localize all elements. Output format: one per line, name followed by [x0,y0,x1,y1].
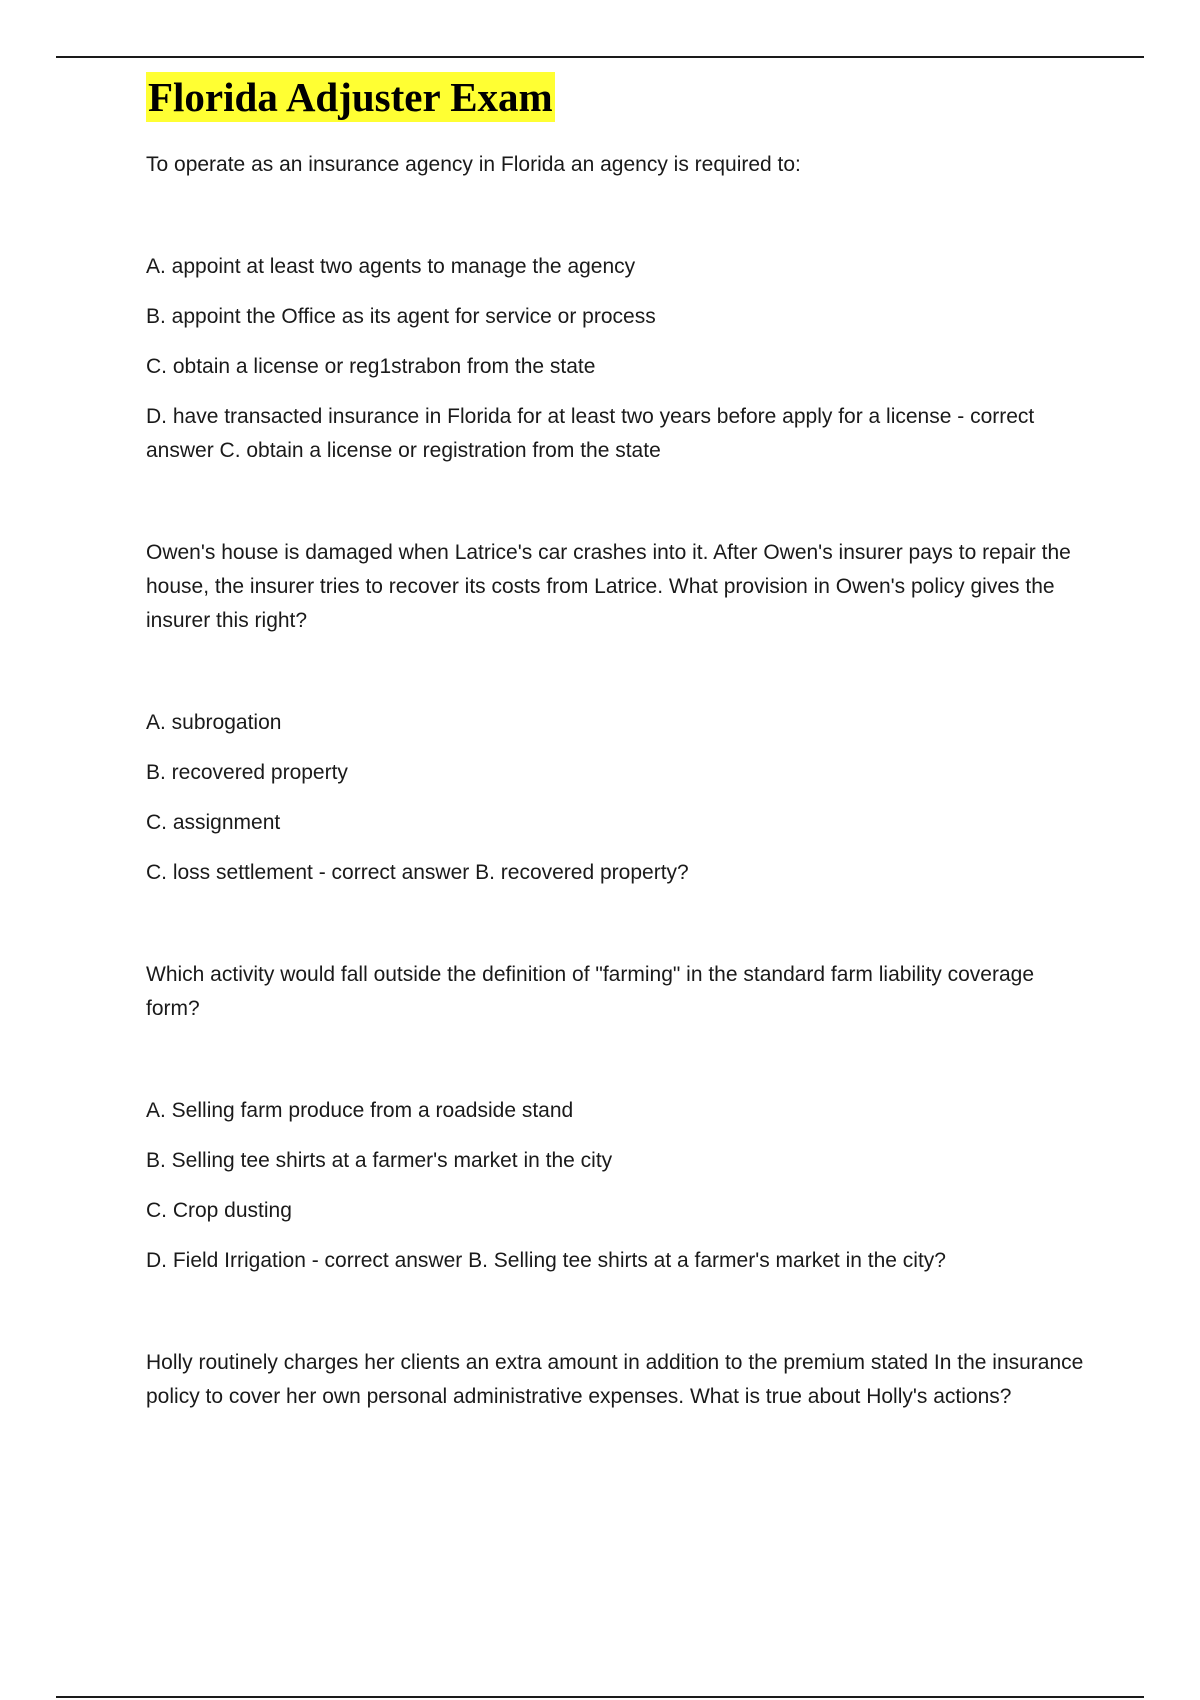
question-3 [146,958,1086,1278]
question-1-option-c: C. obtain a license or reg1strabon from the state [146,355,596,378]
page-bottom-rule [56,1696,1144,1698]
question-1 [146,148,1086,468]
question-1-option-d: D. have transacted insurance in Florida for at least two years before apply for a license - correct answer C. obtain a license or registration from the state [146,405,1035,462]
question-1-options [146,250,1086,468]
document-body [146,72,1086,1414]
question-3-option-a: A. Selling farm produce from a roadside stand [146,1099,574,1122]
question-3-option-d: D. Field Irrigation - correct answer B. Selling tee shirts at a farmer's market in the city? [146,1249,946,1272]
question-4-stem: Holly routinely charges her clients an extra amount in addition to the premium stated In the insurance policy to cover her own personal administrative expenses. What is true about Holly's actions? [146,1351,1084,1408]
question-1-option-a: A. appoint at least two agents to manage the agency [146,255,636,278]
question-2-option-b: B. recovered property [146,761,348,784]
question-2-option-d: C. loss settlement - correct answer B. recovered property? [146,861,689,884]
question-4 [146,1346,1086,1414]
question-1-option-b: B. appoint the Office as its agent for service or process [146,305,656,328]
question-2-option-a: A. subrogation [146,711,282,734]
question-3-option-b: B. Selling tee shirts at a farmer's market in the city [146,1149,613,1172]
question-2-option-c: C. assignment [146,811,281,834]
question-2 [146,536,1086,890]
question-2-options [146,706,1086,890]
document-title: Florida Adjuster Exam [148,74,553,120]
page-top-rule [56,56,1144,58]
question-3-option-c: C. Crop dusting [146,1199,292,1222]
question-3-options [146,1094,1086,1278]
question-2-stem: Owen's house is damaged when Latrice's car crashes into it. After Owen's insurer pays to repair the house, the insurer tries to recover its costs from Latrice. What provision in Owen's policy gives the insurer this right? [146,541,1071,632]
question-3-stem: Which activity would fall outside the definition of "farming" in the standard farm liability coverage form? [146,963,1035,1020]
question-1-stem: To operate as an insurance agency in Florida an agency is required to: [146,153,801,176]
